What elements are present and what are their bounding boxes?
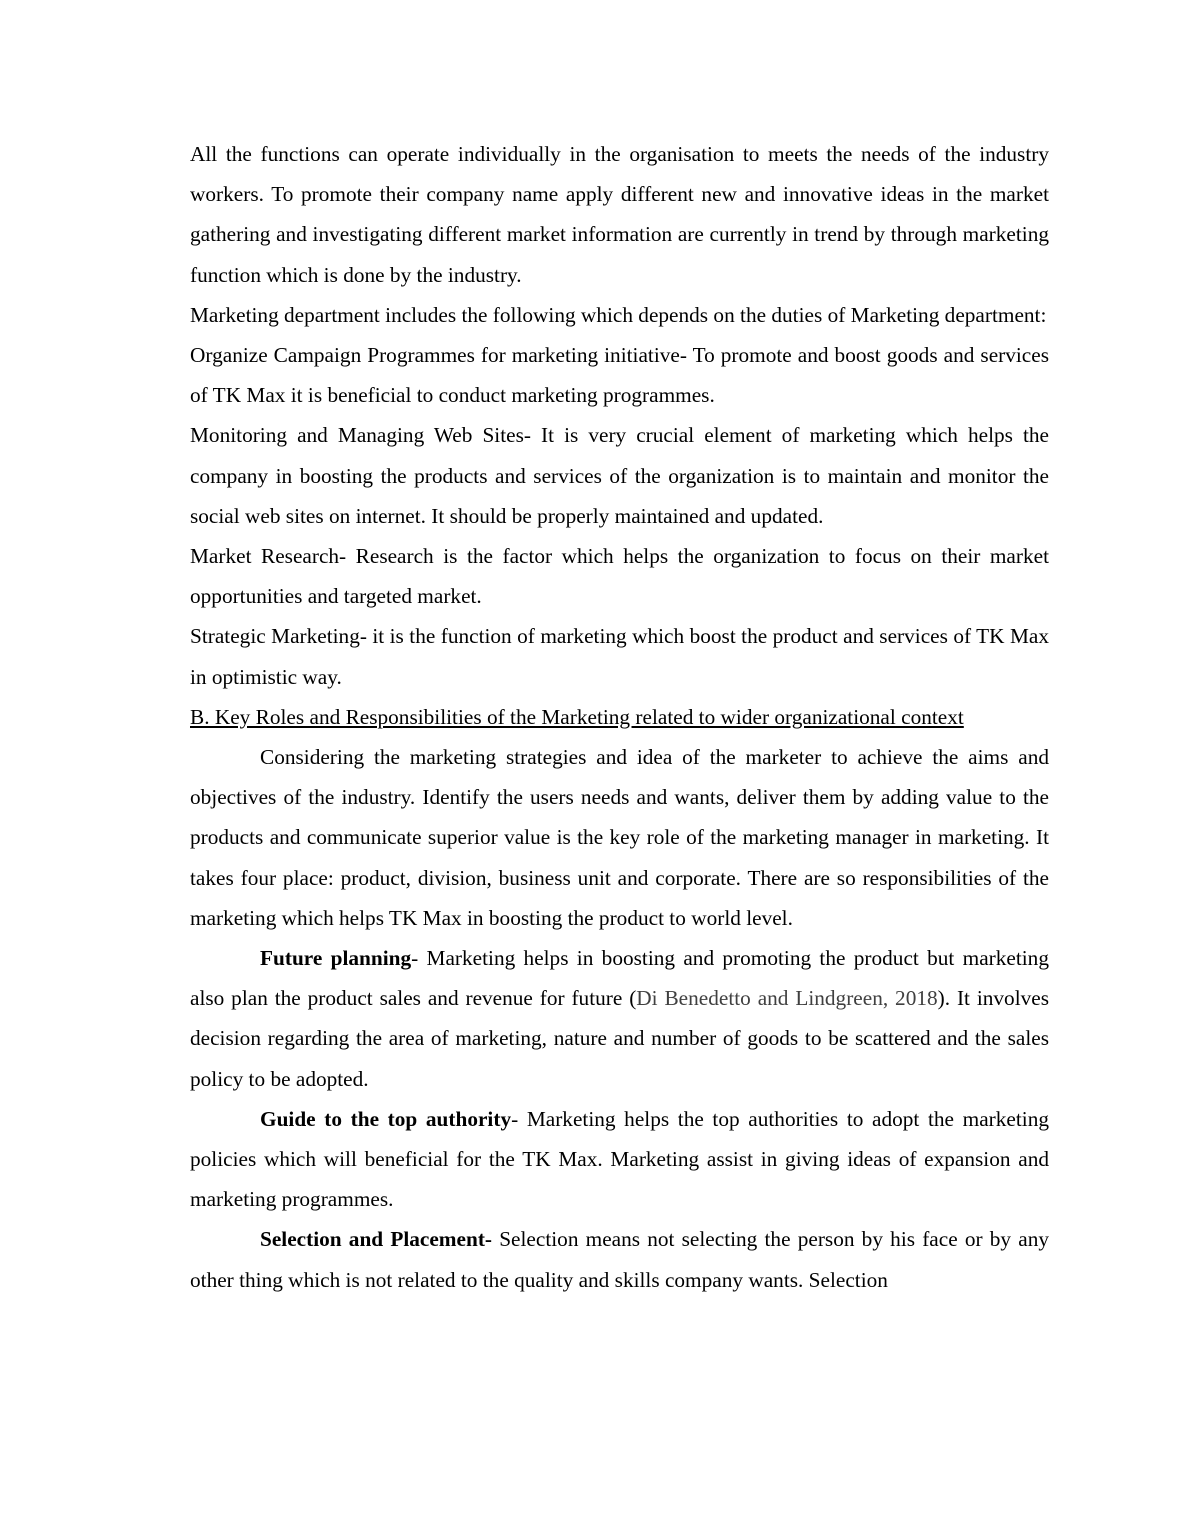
future-planning-text-a: - Marketing helps in boosting and promoting the product but marketing also plan the product sales and revenue for future (	[190, 946, 1049, 1011]
citation-di-benedetto: Di Benedetto and Lindgreen, 2018	[636, 986, 938, 1011]
paragraph-guide-top-authority	[190, 1099, 1065, 1220]
term-future-planning: Future planning	[260, 946, 412, 971]
term-selection-placement: Selection and Placement-	[260, 1227, 493, 1252]
paragraph-marketing-department-intro: Marketing department includes the following which depends on the duties of Marketing department:	[190, 302, 1047, 327]
paragraph-market-research: Market Research- Research is the factor which helps the organization to focus on their market opportunities and targeted market.	[190, 544, 1049, 609]
paragraph-selection-placement	[190, 1219, 1049, 1299]
selection-placement-text: Selection means not selecting the person by his face or by any other thing which is not related to the quality and skills company wants. Selection	[190, 1227, 1049, 1292]
paragraph-functions-overview: All the functions can operate individually in the organisation to meets the needs of the industry workers. To promote their company name apply different new and innovative ideas in the market gathering and investigating different market information are currently in trend by through marketing function which is done by the industry.	[190, 142, 1049, 287]
document-page	[190, 134, 1065, 1300]
future-planning-text-b: ). It involves decision regarding the area of marketing, nature and number of goods to be scattered and the sales policy to be adopted.	[190, 986, 1050, 1091]
paragraph-key-roles: Considering the marketing strategies and idea of the marketer to achieve the aims and objectives of the industry. Identify the users needs and wants, deliver them by adding value to the products and communicate superior value is the key role of the marketing manager in marketing. It takes four place: product, division, business unit and corporate. There are so responsibilities of the marketing which helps TK Max in boosting the product to world level.	[190, 745, 1049, 930]
guide-top-authority-text: - Marketing helps the top authorities to adopt the marketing policies which will beneficial for the TK Max. Marketing assist in giving ideas of expansion and marketing programmes.	[190, 1106, 1065, 1212]
paragraph-strategic-marketing: Strategic Marketing- it is the function of marketing which boost the product and services of TK Max in optimistic way.	[190, 624, 1049, 689]
section-heading: B. Key Roles and Responsibilities of the Marketing related to wider organizational context	[190, 704, 964, 729]
term-guide-top-authority: Guide to the top authority	[260, 1106, 512, 1131]
paragraph-web-sites: Monitoring and Managing Web Sites- It is very crucial element of marketing which helps the company in boosting the products and services of the organization is to maintain and monitor the social web sites on internet. It should be properly maintained and updated.	[190, 423, 1049, 528]
paragraph-future-planning	[190, 938, 1049, 1099]
paragraph-campaign-programmes: Organize Campaign Programmes for marketing initiative- To promote and boost goods and services of TK Max it is beneficial to conduct marketing programmes.	[190, 343, 1049, 408]
